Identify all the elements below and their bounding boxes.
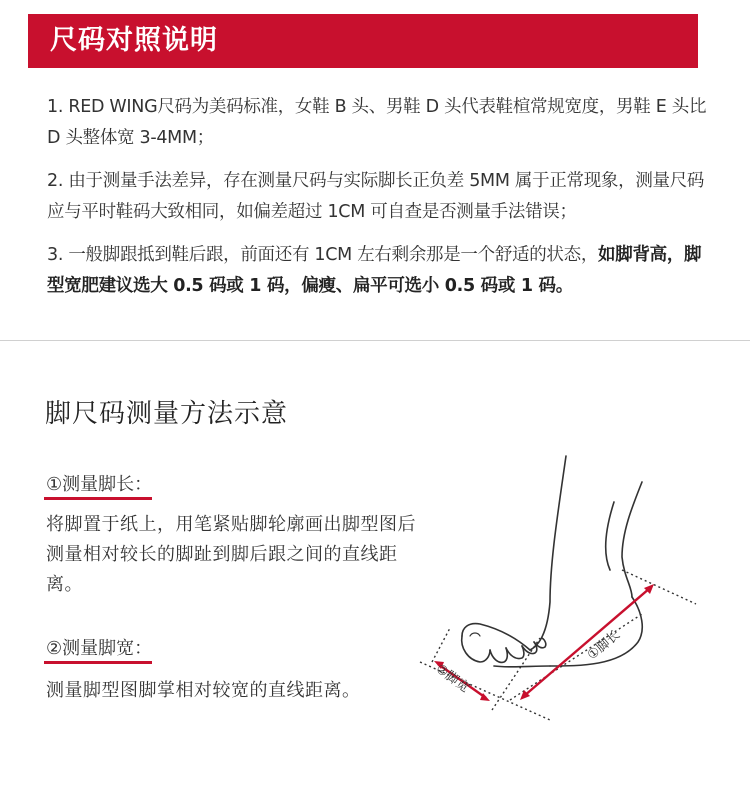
section-title: 脚尺码测量方法示意 <box>45 399 289 429</box>
header-banner <box>28 14 698 68</box>
instep-outline <box>462 624 530 650</box>
note-2 <box>47 166 717 228</box>
section-divider <box>0 340 750 341</box>
foot-width-underline <box>44 661 152 664</box>
size-notes <box>47 92 717 314</box>
ankle-outline <box>622 482 642 597</box>
foot-back-outline <box>530 456 566 650</box>
foot-width-description: 测量脚型图脚掌相对较宽的直线距离。 <box>46 680 361 701</box>
length-guide-line <box>510 614 642 700</box>
note-1 <box>47 92 717 154</box>
ankle-bone-outline <box>606 502 614 570</box>
toenail <box>470 633 480 636</box>
toe-3 <box>506 646 524 659</box>
length-arrow <box>524 588 650 696</box>
foot-width-label: ②测量脚宽： <box>46 638 153 659</box>
foot-length-description: 将脚置于纸上，用笔紧贴脚轮廓画出脚型图后测量相对较长的脚趾到脚后跟之间的直线距离。 <box>46 514 416 595</box>
note-2-text: 2. 由于测量手法差异，存在测量尺码与实际脚长正负差 5MM 属于正常现象，测量尺码应与平时鞋码大致相同，如偏差超过 1CM 可自查是否测量手法错误； <box>47 171 705 222</box>
width-label: ②脚宽 <box>432 661 472 696</box>
note-1-text: 1. RED WING尺码为美码标准，女鞋 B 头、男鞋 D 头代表鞋楦常规宽度，男鞋 E 头比 D 头整体宽 3-4MM； <box>47 97 707 148</box>
foot-length-label: ①测量脚长： <box>46 474 153 495</box>
toe-2 <box>490 648 507 662</box>
note-3 <box>47 240 717 302</box>
note-3-emphasis: 如脚背高，脚型宽肥建议选大 0.5 码或 1 码，偏瘦、扁平可选小 0.5 码或 1 码。 <box>47 245 702 296</box>
page-title: 尺码对照说明 <box>50 25 218 56</box>
foot-measurement-diagram <box>410 452 710 732</box>
sole-outline <box>494 666 550 667</box>
toe-1 <box>462 636 490 662</box>
width-guide-line-left <box>432 628 450 662</box>
length-label: ①脚长 <box>584 627 624 664</box>
foot-length-underline <box>44 497 152 500</box>
note-3-text: 3. 一般脚跟抵到鞋后跟，前面还有 1CM 左右剩余那是一个舒适的状态， <box>47 245 599 265</box>
